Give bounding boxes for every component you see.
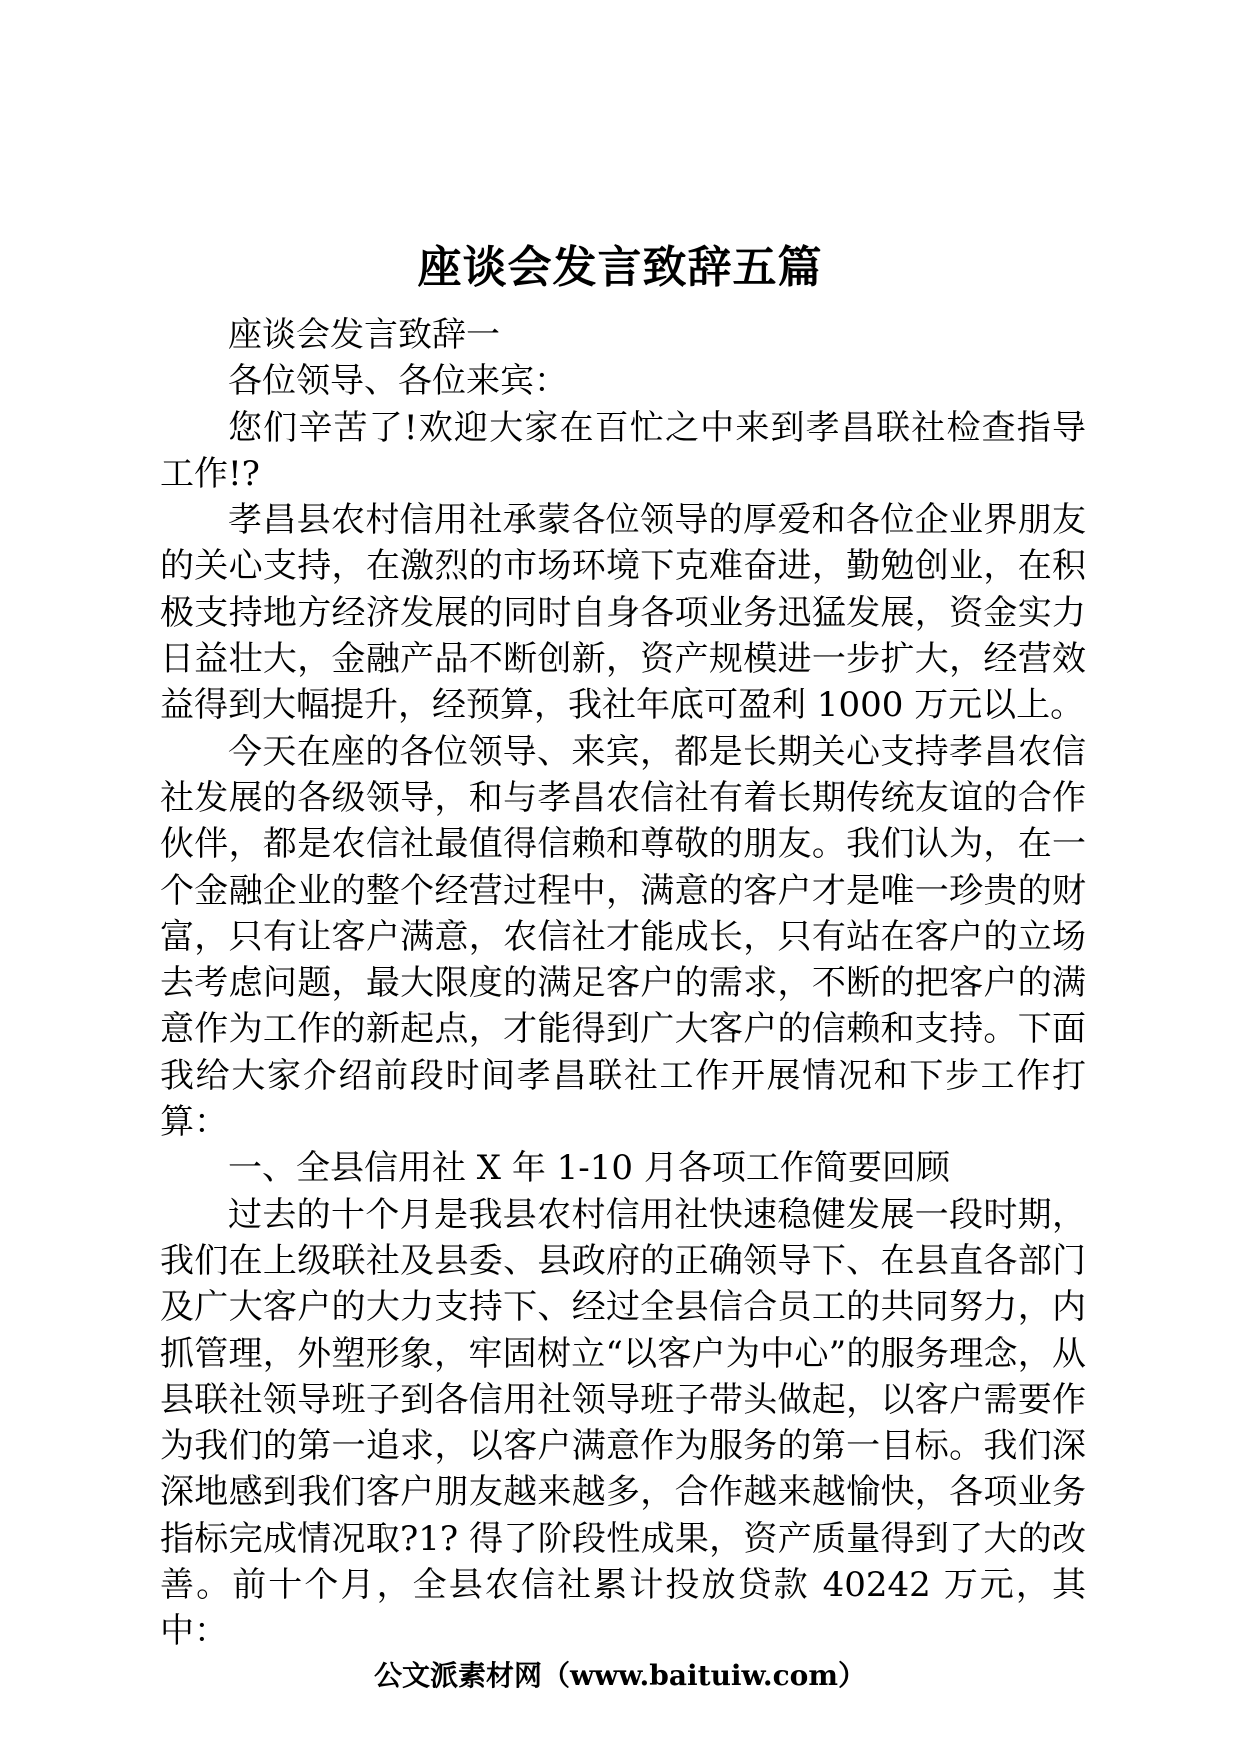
document-body [160,312,1086,1655]
subsection-heading: 一、全县信用社 X 年 1-10 月各项工作简要回顾 [228,1148,950,1189]
paragraph: 您们辛苦了!欢迎大家在百忙之中来到孝昌联社检查指导工作!? [160,407,1086,494]
document-title: 座谈会发言致辞五篇 [417,242,823,293]
paragraph: 孝昌县农村信用社承蒙各位领导的厚爱和各位企业界朋友的关心支持，在激烈的市场环境下克难奋进，勤勉创业，在积极支持地方经济发展的同时自身各项业务迅猛发展，资金实力日益壮大，金融产品不断创新，资产规模进一步扩大，经营效益得到大幅提升，经预算，我社年底可盈利 1000 万元以上。 [160,500,1086,726]
footer-watermark: 公文派素材网（www.baituiw.com） [374,1659,866,1692]
paragraph: 今天在座的各位领导、来宾，都是长期关心支持孝昌农信社发展的各级领导，和与孝昌农信社有着长期传统友谊的合作伙伴，都是农信社最值得信赖和尊敬的朋友。我们认为，在一个金融企业的整个经营过程中，满意的客户才是唯一珍贵的财富，只有让客户满意，农信社才能成长，只有站在客户的立场去考虑问题，最大限度的满足客户的需求，不断的把客户的满意作为工作的新起点，才能得到广大客户的信赖和支持。下面我给大家介绍前段时间孝昌联社工作开展情况和下步工作打算： [160,731,1086,1143]
section-heading: 座谈会发言致辞一 [228,315,500,355]
paragraph: 过去的十个月是我县农村信用社快速稳健发展一段时期，我们在上级联社及县委、县政府的正确领导下、在县直各部门及广大客户的大力支持下、经过全县信合员工的共同努力，内抓管理，外塑形象，牢固树立“以客户为中心”的服务理念，从县联社领导班子到各信用社领导班子带头做起，以客户需要作为我们的第一追求，以客户满意作为服务的第一目标。我们深深地感到我们客户朋友越来越多，合作越来越愉快，各项业务指标完成情况取?1? 得了阶段性成果，资产质量得到了大的改善。前十个月，全县农信社累计投放贷款 40242 万元，其中： [160,1194,1086,1652]
salutation: 各位领导、各位来宾： [228,361,568,402]
